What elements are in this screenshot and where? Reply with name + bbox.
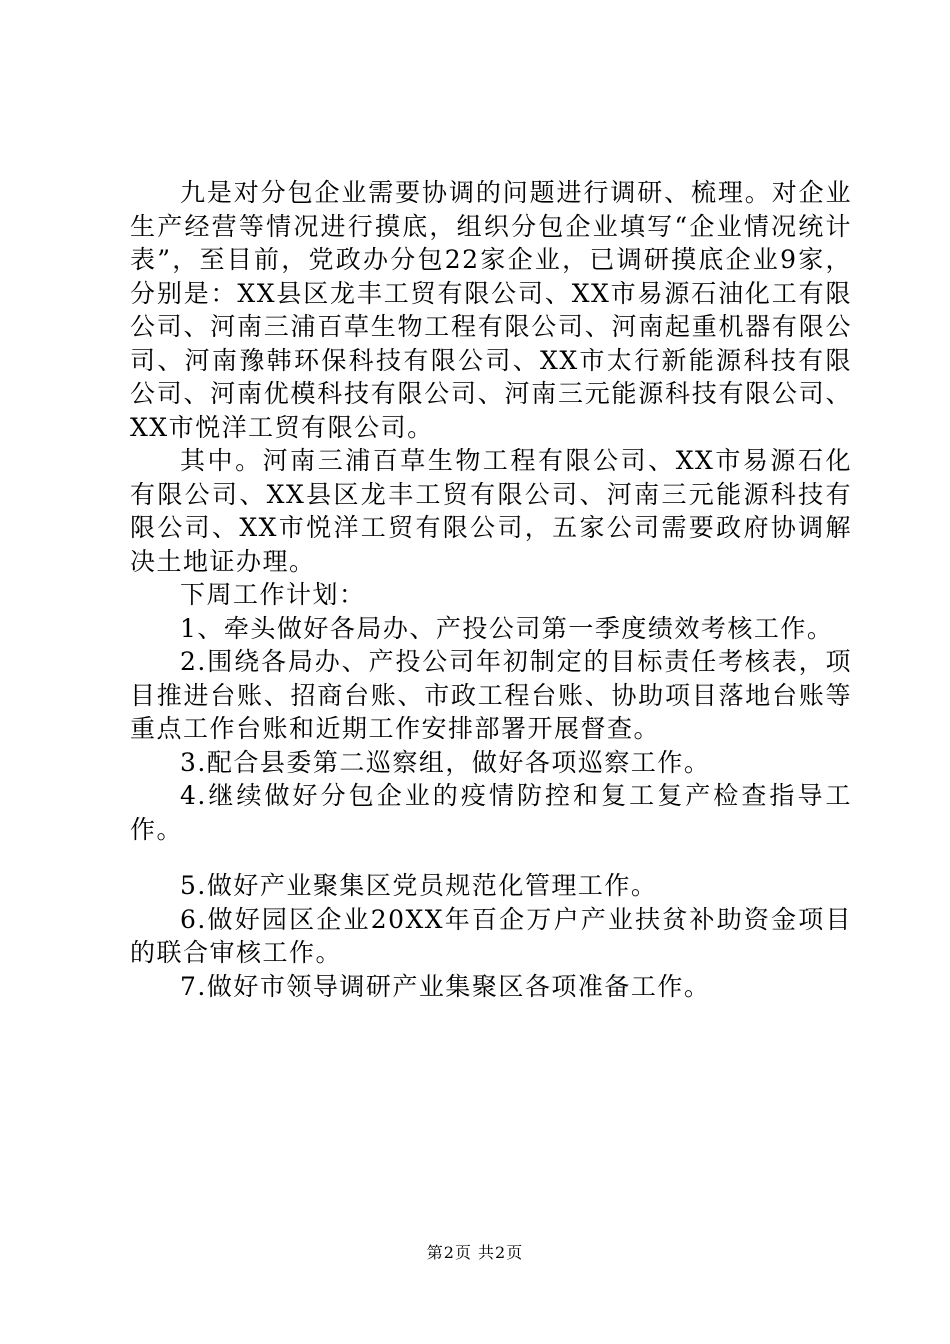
- plan-item-3: 3.配合县委第二巡察组，做好各项巡察工作。: [180, 747, 711, 777]
- plan-item-5: 5.做好产业聚集区党员规范化管理工作。: [180, 871, 658, 900]
- paragraph-land-certificate: 其中。河南三浦百草生物工程有限公司、XX市易源石化有限公司、XX县区龙丰工贸有限公司、河南三元能源科技有限公司、XX市悦洋工贸有限公司，五家公司需要政府协调解决土地证办理。: [130, 446, 852, 576]
- paragraph-survey-summary: 九是对分包企业需要协调的问题进行调研、梳理。对企业生产经营等情况进行摸底，组织分包企业填写“企业情况统计表”，至目前，党政办分包22家企业，已调研摸底企业9家，分别是：XX县区龙丰工贸有限公司、XX市易源石油化工有限公司、河南三浦百草生物工程有限公司、河南起重机器有限公司、河南豫韩环保科技有限公司、XX市太行新能源科技有限公司、河南优模科技有限公司、河南三元能源科技有限公司、XX市悦洋工贸有限公司。: [130, 178, 852, 442]
- next-week-plan-heading: 下周工作计划：: [180, 580, 366, 609]
- plan-item-6: 6.做好园区企业20XX年百企万户产业扶贫补助资金项目的联合审核工作。: [130, 904, 852, 967]
- plan-item-7: 7.做好市领导调研产业集聚区各项准备工作。: [180, 971, 711, 1001]
- plan-item-2: 2.围绕各局办、产投公司年初制定的目标责任考核表，项目推进台账、招商台账、市政工程台账、协助项目落地台账等重点工作台账和近期工作安排部署开展督查。: [130, 647, 852, 743]
- page-number-footer: 第2页 共2页: [426, 1243, 524, 1262]
- document-body: [130, 176, 852, 1003]
- plan-item-4: 4.继续做好分包企业的疫情防控和复工复产检查指导工作。: [130, 781, 852, 844]
- plan-item-1: 1、牵头做好各局办、产投公司第一季度绩效考核工作。: [180, 613, 834, 643]
